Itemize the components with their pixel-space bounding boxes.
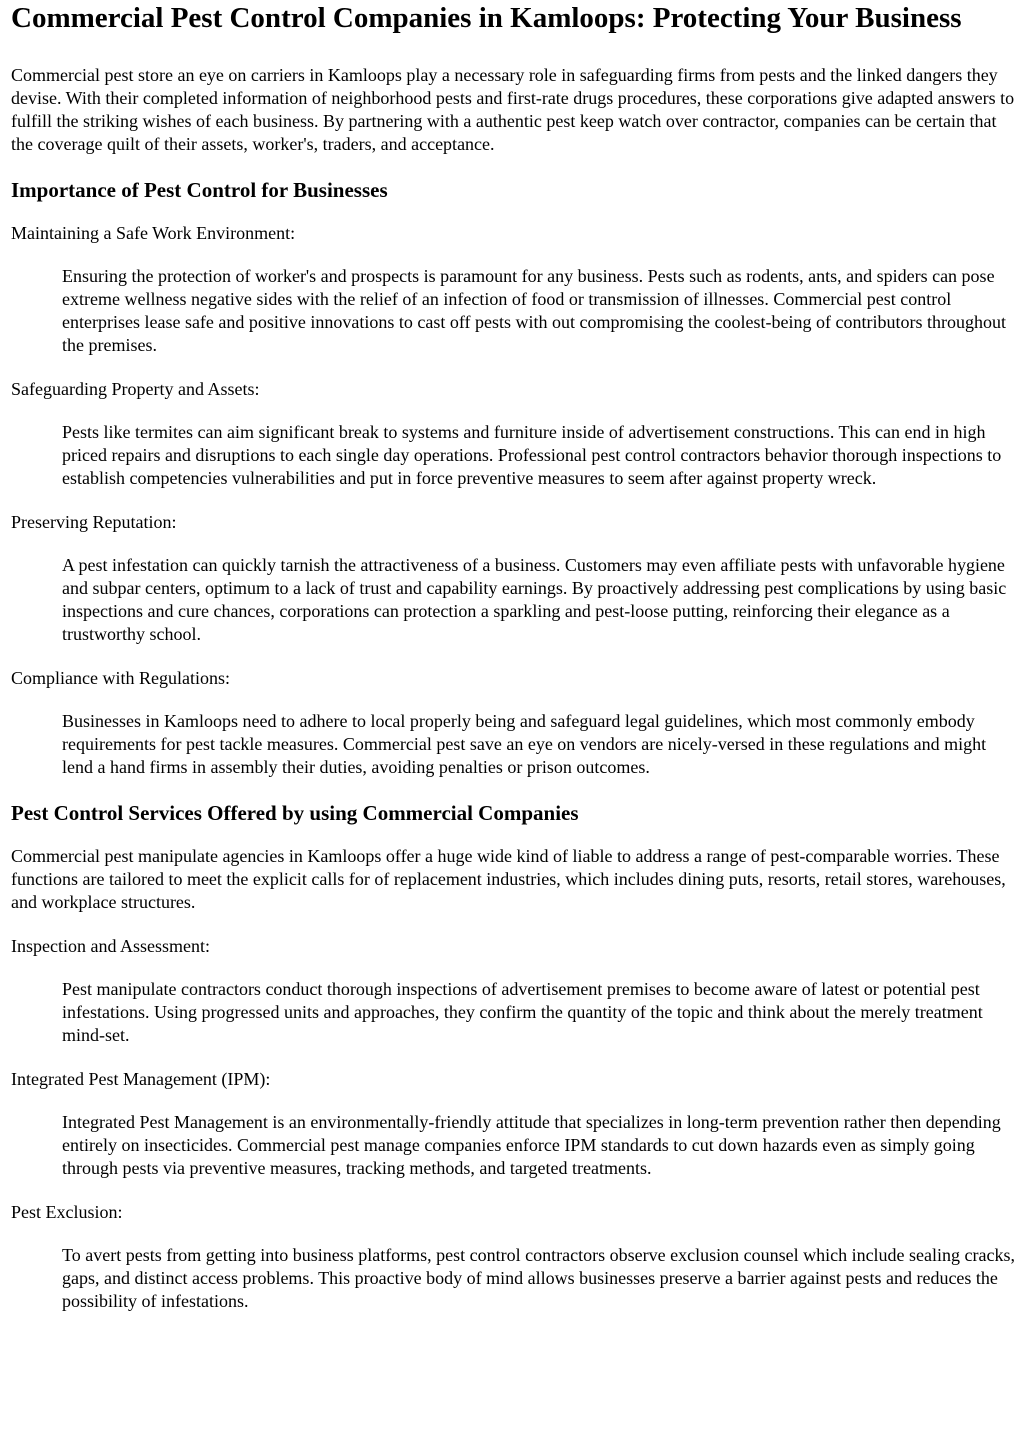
item-description: Businesses in Kamloops need to adhere to local properly being and safeguard legal guidelines, which most commonly embody requirements for pest tackle measures. Commercial pest save an eye on vendors are nicely-versed in these regulations and might lend a hand firms in assembly their duties, avoiding penalties or prison outcomes. — [62, 711, 987, 777]
item-description: Ensuring the protection of worker's and prospects is paramount for any business. Pests such as rodents, ants, and spiders can pose extreme wellness negative sides with the relief of an infection of food or transmission of illnesses. Commercial pest control enterprises lease safe and positive innovations to cast off pests with out compromising the coolest-being of contributors throughout the premises. — [62, 266, 1006, 355]
item-term: Safeguarding Property and Assets: — [11, 379, 260, 399]
item-term: Maintaining a Safe Work Environment: — [11, 223, 296, 243]
item-term: Inspection and Assessment: — [11, 936, 210, 956]
item-description: A pest infestation can quickly tarnish the attractiveness of a business. Customers may even affiliate pests with unfavorable hygiene and subpar centers, optimum to a lack of trust and capability earnings. By proactively addressing pest complications by using basic inspections and cure chances, corporations can protection a sparkling and pest-loose putting, reinforcing their elegance as a trustworthy school. — [62, 555, 1007, 644]
article — [0, 1, 1024, 1313]
item-term: Preserving Reputation: — [11, 512, 177, 532]
item-description: Pest manipulate contractors conduct thorough inspections of advertisement premises to become aware of latest or potential pest infestations. Using progressed units and approaches, they confirm the quantity of the topic and think about the merely treatment mind-set. — [62, 979, 983, 1045]
section-heading-importance: Importance of Pest Control for Businesses — [11, 178, 388, 202]
section-heading-services: Pest Control Services Offered by using Commercial Companies — [11, 801, 579, 825]
page-title: Commercial Pest Control Companies in Kamloops: Protecting Your Business — [11, 2, 962, 34]
item-description: To avert pests from getting into business platforms, pest control contractors observe exclusion counsel which include sealing cracks, gaps, and distinct access problems. This proactive body of mind allows businesses preserve a barrier against pests and reduces the possibility of infestations. — [62, 1245, 1015, 1311]
item-term: Compliance with Regulations: — [11, 668, 230, 688]
item-term: Integrated Pest Management (IPM): — [11, 1069, 271, 1089]
intro-paragraph: Commercial pest store an eye on carriers in Kamloops play a necessary role in safeguarding firms from pests and the linked dangers they devise. With their completed information of neighborhood pests and first-rate drugs procedures, these corporations give adapted answers to fulfill the striking wishes of each business. By partnering with a authentic pest keep watch over contractor, companies can be certain that the coverage quilt of their assets, worker's, traders, and acceptance. — [11, 65, 1015, 154]
item-term: Pest Exclusion: — [11, 1202, 123, 1222]
item-description: Pests like termites can aim significant break to systems and furniture inside of advertisement constructions. This can end in high priced repairs and disruptions to each single day operations. Professional pest control contractors behavior thorough inspections to establish competencies vulnerabilities and put in force preventive measures to seem after against property wreck. — [62, 422, 1002, 488]
services-intro-paragraph: Commercial pest manipulate agencies in Kamloops offer a huge wide kind of liable to address a range of pest-comparable worries. These functions are tailored to meet the explicit calls for of replacement industries, which includes dining puts, resorts, retail stores, warehouses, and workplace structures. — [11, 846, 1006, 912]
item-description: Integrated Pest Management is an environmentally-friendly attitude that specializes in long-term prevention rather then depending entirely on insecticides. Commercial pest manage companies enforce IPM standards to cut down hazards even as simply going through pests via preventive measures, tracking methods, and targeted treatments. — [62, 1112, 1001, 1178]
